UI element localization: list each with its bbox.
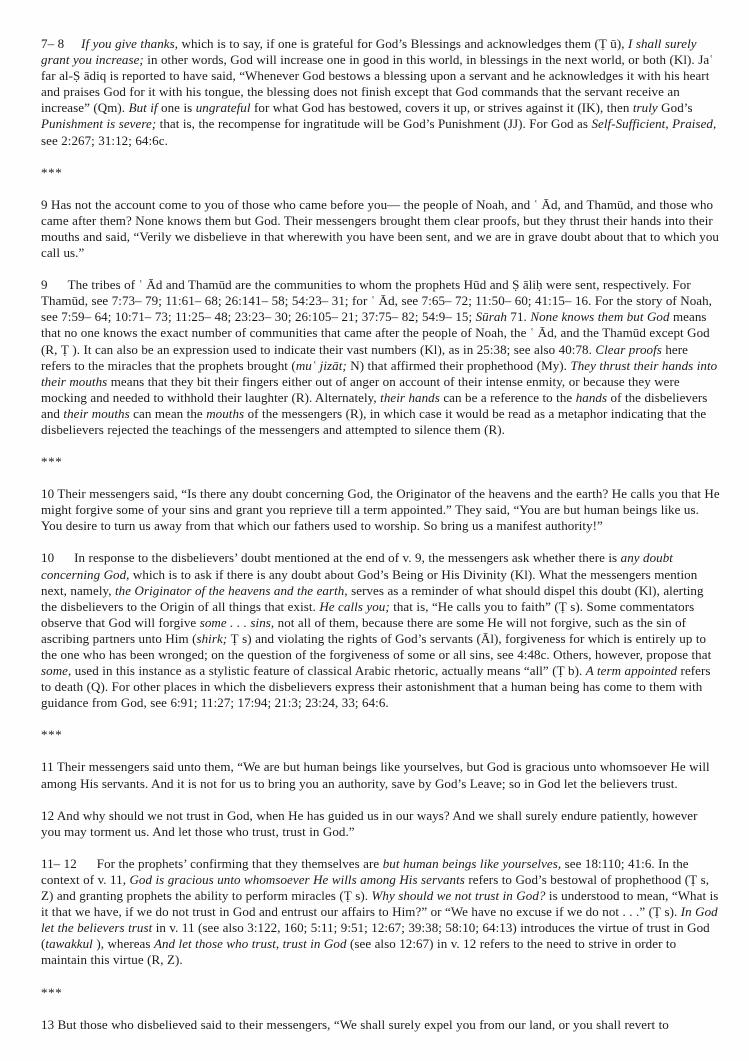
quoted-lemma: but human beings like yourselves,	[382, 855, 562, 871]
commentary-text: can mean the	[129, 405, 207, 421]
commentary-11-12	[41, 856, 720, 969]
quoted-lemma: A term appointed	[585, 663, 678, 679]
commentary-body-11-12	[41, 856, 718, 968]
commentary-text: one is	[157, 100, 196, 116]
quoted-lemma: But if	[128, 100, 158, 116]
lemma-number-10: 10	[41, 550, 55, 566]
commentary-text: means that they bit their fingers either out of anger on account of their intense enmity, or because they were mocking and needed to withhold their laughter (R). Alternately,	[41, 373, 680, 405]
commentary-text: of the disbelievers and	[41, 389, 708, 421]
quoted-lemma: I shall surely grant you increase;	[41, 36, 697, 68]
quoted-lemma: any doubt concerning God,	[41, 550, 673, 582]
commentary-text: in other words, God will increase one in good in this world, in blessings in the next world, or both (Kl). Jaʿ far al-Ṣ ādiq is reported to have said, “Whenever God bestows a blessing upon a servant and he acknowledges it with his heart and praises God for it with his tongue, the blessing does not finish except that God commands that the servant receive an increase” (Qm).	[41, 52, 714, 116]
commentary-text: In response to the disbelievers’ doubt mentioned at the end of v. 9, the messengers ask whether there is	[74, 550, 621, 566]
section-separator-4: ***	[41, 984, 63, 1000]
commentary-text: see 18:110; 41:6. In the context of v. 11,	[41, 855, 689, 887]
verse-11: 11 Their messengers said unto them, “We are but human beings like yourselves, but God is gracious unto whomsoever He will among His servants. And it is not for us to bring you an authority, save by God’s Leave; so in God let the believers trust.	[41, 759, 710, 791]
quoted-lemma: Self-Sufficient, Praised,	[591, 116, 717, 132]
quoted-lemma: In God let the believers trust	[41, 904, 718, 936]
commentary-text: (see also 12:67) in v. 12 refers to the need to strive in order to maintain this virtue (R, Z).	[41, 936, 677, 968]
quoted-lemma: the Originator of the heavens and the earth,	[114, 582, 348, 598]
commentary-text: serves as a reminder of what should dispel this doubt (Kl), alerting the disbelievers to the Origin of all things that exist.	[41, 582, 704, 614]
quoted-lemma: Clear proofs	[595, 341, 662, 357]
commentary-text: of the messengers (R), in which case it would be read as a metaphor indicating that the disbelievers rejected the teachings of the messengers and attempted to silence them (R).	[41, 405, 707, 437]
section-separator-1: ***	[41, 164, 63, 180]
verse-9: 9 Has not the account come to you of those who came before you— the people of Noah, and ʿ Ād, and Thamūd, and those who came after them? None knows them but God. Their messengers brought them clear proofs, but they thrust their hands into their mouths and said, “Verily we disbelieve in that wherewith you have been sent, and we are in grave doubt about that to which you call us.”	[41, 196, 719, 261]
lemma-number-9: 9	[41, 277, 48, 293]
commentary-text: that is, “He calls you to faith” (Ṭ s). Some commentators observe that God will forgive	[41, 598, 695, 630]
commentary-text: refers to death (Q). For other places in which the disbelievers express their astonishment that a human being has come to them with guidance from God, see 6:91; 11:27; 17:94; 21:3; 23:24, 33; 64:6.	[41, 663, 711, 711]
commentary-text: refers to God’s bestowal of prophethood (Ṭ s, Z) and granting prophets the ability to perform miracles (Ṭ s).	[41, 871, 710, 904]
quoted-lemma: Punishment is severe;	[41, 116, 157, 132]
quoted-lemma: muʿ jizāt;	[295, 357, 347, 373]
section-separator-3: ***	[41, 727, 63, 743]
commentary-text: is understood to mean, “What is it that we have, if we do not trust in God and entrust our affairs to Him?” or “We have no excuse if we do not . . .” (Ṭ s).	[41, 888, 719, 920]
quoted-lemma: their hands	[380, 389, 440, 405]
commentary-text: which is to say, if one is grateful for God’s Blessings and acknowledges them (Ṭ ū),	[178, 36, 629, 51]
verse-13: 13 But those who disbelieved said to their messengers, “We shall surely expel you from our land, or you shall revert to	[41, 1016, 669, 1032]
quoted-lemma: Why should we not trust in God?	[371, 888, 546, 904]
quoted-lemma: He calls you;	[319, 598, 390, 614]
quoted-lemma: They thrust their hands into their mouths	[41, 357, 718, 389]
commentary-text: 71.	[506, 309, 531, 325]
quoted-lemma: truly	[632, 100, 658, 116]
commentary-text: that is, the recompense for ingratitude will be God’s Punishment (JJ). For God as	[156, 116, 592, 132]
verse-10: 10 Their messengers said, “Is there any doubt concerning God, the Originator of the heavens and the earth? He calls you that He might forgive some of your sins and grant you reprieve till a term appointed.” They said, “You are but human beings like us. You desire to turn us away from that which our fathers used to worship. So bring us a manifest authority!”	[41, 486, 720, 534]
commentary-text: Ṭ s) and violating the rights of God’s servants (Āl), forgiveness for which is entirely up to the one who has been wronged; on the question of the forgiveness of some or all sins, see 4:48c. Others, however, propose that	[41, 630, 712, 662]
verse-12: 12 And why should we not trust in God, when He has guided us in our ways? And we shall surely endure patiently, however you may torment us. And let those who trust, trust in God.”	[41, 807, 698, 839]
section-separator-2: ***	[41, 454, 63, 470]
commentary-text: not all of them, because there are some He will not forgive, such as the sin of ascribing partners unto Him (	[41, 614, 687, 646]
commentary-body-9	[41, 277, 717, 437]
commentary-text: see 2:267; 31:12; 64:6c.	[41, 132, 168, 148]
lemma-number-7-8: 7– 8	[41, 36, 65, 51]
quoted-lemma: shirk;	[196, 630, 228, 646]
quoted-lemma: God is gracious unto whomsoever He wills among His servants	[129, 871, 465, 887]
commentary-7-8	[41, 36, 720, 149]
quoted-lemma: their mouths	[63, 405, 130, 421]
commentary-text: for what God has bestowed, covers it up, or strives against it (IK), then	[250, 100, 633, 116]
commentary-text: N) that affirmed their prophethood (My).	[346, 357, 571, 373]
quoted-lemma: If you give thanks,	[81, 36, 179, 51]
quoted-lemma: hands	[575, 389, 608, 405]
commentary-text: used in this instance as a stylistic feature of classical Arabic rhetoric, actually means “all” (Ṭ b).	[71, 663, 586, 679]
quoted-lemma: None knows them but God	[530, 309, 670, 325]
commentary-text: The tribes of ʿ Ād and Thamūd are the communities to whom the prophets Hūd and Ṣ āliḥ were sent, respectively. For Thamūd, see 7:73– 79; 11:61– 68; 26:141– 58; 54:23– 31; for ʿ Ād, see 7:65– 72; 11:50– 60; 41:15– 16. For the story of Noah, see 7:59– 64; 10:71– 73; 11:25– 48; 23:23– 30; 26:105– 21; 37:75– 82; 54:9– 15;	[41, 277, 712, 325]
commentary-text: means that no one knows the exact number of communities that came after the people of Noah, the ʿ Ād, and the Thamūd except God (R, Ṭ ). It can also be an expression used to indicate their vast numbers (Kl), as in 25:38; see also 40:78.	[41, 309, 710, 357]
commentary-text: For the prophets’ confirming that they themselves are	[96, 855, 383, 871]
commentary-text: here refers to the miracles that the prophets brought (	[41, 341, 688, 373]
commentary-body-7-8	[41, 36, 716, 148]
commentary-body-10	[41, 550, 711, 710]
quoted-lemma: some,	[41, 663, 72, 679]
quoted-lemma: And let those who trust, trust in God	[153, 936, 347, 952]
commentary-10	[41, 550, 720, 711]
commentary-text: in v. 11 (see also 3:122, 160; 5:11; 9:51; 12:67; 39:38; 58:10; 64:13) introduces the virtue of trust in God (	[41, 920, 710, 952]
quoted-lemma: mouths	[206, 405, 245, 421]
commentary-text: God’s	[657, 100, 693, 116]
commentary-text: can be a reference to the	[439, 389, 576, 405]
quoted-lemma: some . . . sins,	[199, 614, 275, 630]
quoted-lemma: Sūrah	[475, 309, 507, 325]
commentary-text: which is to ask if there is any doubt about God’s Being or His Divinity (Kl). What the messengers mention next, namely,	[41, 566, 698, 598]
commentary-9	[41, 277, 720, 438]
lemma-number-11-12: 11– 12	[41, 855, 77, 871]
text-column	[41, 36, 720, 1033]
quoted-lemma: ungrateful	[195, 100, 251, 116]
commentary-text: ), whereas	[92, 936, 154, 952]
quoted-lemma: tawakkul	[45, 936, 93, 952]
